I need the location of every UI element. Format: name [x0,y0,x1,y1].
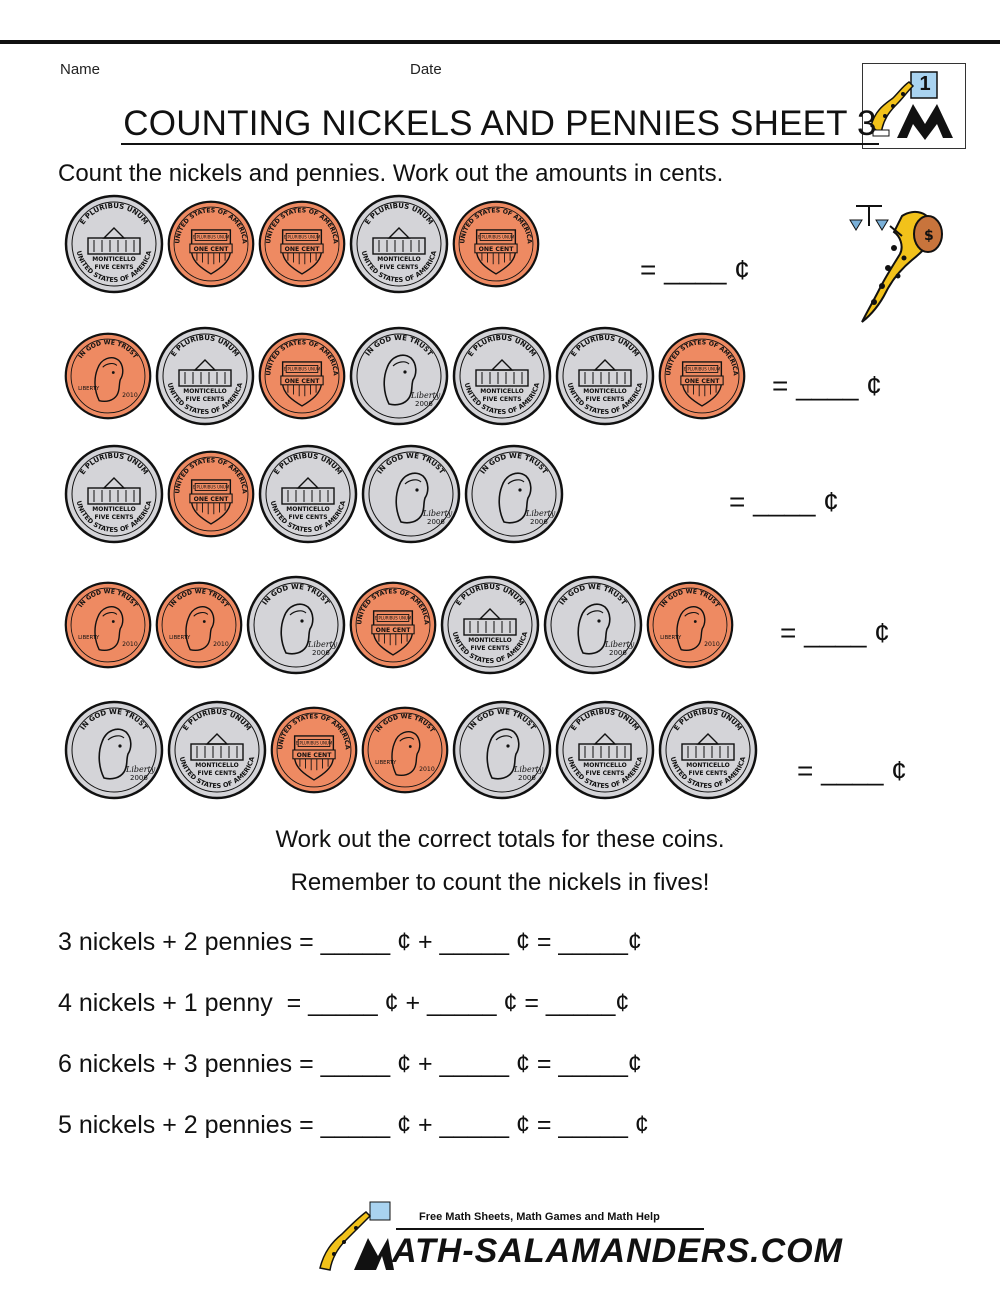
svg-text:IN GOD WE TRUST: IN GOD WE TRUST [557,582,629,607]
svg-text:UNITED STATES OF AMERICA: UNITED STATES OF AMERICA [450,630,530,666]
title-text: COUNTING NICKELS AND PENNIES SHEET 3 [123,104,877,143]
svg-text:IN GOD WE TRUST: IN GOD WE TRUST [659,588,721,609]
svg-text:2006: 2006 [609,649,627,657]
svg-text:Liberty: Liberty [308,640,338,649]
svg-text:E PLURIBUS UNUM: E PLURIBUS UNUM [169,333,241,359]
footer-salamander-icon [314,1198,394,1274]
instruction-text: Count the nickels and pennies. Work out the amounts in cents. [58,160,724,187]
nickel-tails-icon [440,575,540,675]
coin-nickel [64,444,164,544]
svg-text:E PLURIBUS UNUM: E PLURIBUS UNUM [477,234,515,240]
nickel-heads-icon [349,326,449,426]
nickel-heads-icon [464,444,564,544]
svg-text:FIVE CENTS: FIVE CENTS [470,645,510,652]
svg-text:MONTICELLO: MONTICELLO [686,762,730,769]
coin-penny [167,200,255,288]
penny-tails-icon [452,200,540,288]
penny-tails-icon [658,332,746,420]
svg-text:E PLURIBUS UNUM: E PLURIBUS UNUM [283,366,321,372]
svg-text:ONE CENT: ONE CENT [296,752,332,760]
svg-text:UNITED STATES OF AMERICA: UNITED STATES OF AMERICA [459,207,533,244]
penny-tails-icon [167,450,255,538]
svg-text:MONTICELLO: MONTICELLO [183,388,227,395]
svg-text:2010: 2010 [704,641,720,649]
svg-text:E PLURIBUS UNUM: E PLURIBUS UNUM [295,740,333,746]
penny-tails-icon [349,581,437,669]
svg-text:UNITED STATES OF AMERICA: UNITED STATES OF AMERICA [665,339,739,376]
svg-text:E PLURIBUS UNUM: E PLURIBUS UNUM [78,451,150,477]
svg-text:2006: 2006 [312,649,330,657]
coin-nickel [543,575,643,675]
coin-nickel [64,194,164,294]
svg-text:E PLURIBUS UNUM: E PLURIBUS UNUM [181,707,253,733]
svg-text:E PLURIBUS UNUM: E PLURIBUS UNUM [192,484,230,490]
coin-penny [64,581,152,669]
svg-text:FIVE CENTS: FIVE CENTS [688,770,728,777]
answer-row-4[interactable]: = ____ ¢ [780,617,890,648]
coin-nickel [555,326,655,426]
coin-nickel [361,444,461,544]
name-label: Name [60,61,101,78]
svg-text:IN GOD WE TRUST: IN GOD WE TRUST [375,451,447,476]
svg-text:MONTICELLO: MONTICELLO [583,762,627,769]
answer-row-2[interactable]: = ____ ¢ [772,370,882,401]
answer-row-3[interactable]: = ____ ¢ [729,486,839,517]
coin-nickel [555,700,655,800]
coin-nickel [64,700,164,800]
svg-text:ONE CENT: ONE CENT [193,496,229,504]
svg-text:MONTICELLO: MONTICELLO [468,637,512,644]
coin-penny [167,450,255,538]
svg-text:UNITED STATES OF AMERICA: UNITED STATES OF AMERICA [174,457,248,494]
svg-text:ONE CENT: ONE CENT [684,378,720,386]
svg-text:UNITED STATES OF AMERICA: UNITED STATES OF AMERICA [265,339,339,376]
svg-text:IN GOD WE TRUST: IN GOD WE TRUST [77,588,139,609]
svg-text:ONE CENT: ONE CENT [478,246,514,254]
date-label: Date [410,61,442,78]
svg-text:E PLURIBUS UNUM: E PLURIBUS UNUM [569,707,641,733]
svg-text:Liberty: Liberty [514,765,544,774]
coin-penny [270,706,358,794]
svg-text:2006: 2006 [427,518,445,526]
coin-penny [349,581,437,669]
svg-text:FIVE CENTS: FIVE CENTS [94,514,134,521]
svg-text:E PLURIBUS UNUM: E PLURIBUS UNUM [454,582,526,608]
svg-text:IN GOD WE TRUST: IN GOD WE TRUST [78,707,150,732]
svg-text:E PLURIBUS UNUM: E PLURIBUS UNUM [363,201,435,227]
answer-row-5[interactable]: = ____ ¢ [797,755,907,786]
svg-text:Liberty: Liberty [423,509,453,518]
svg-text:UNITED STATES OF AMERICA: UNITED STATES OF AMERICA [277,713,351,750]
svg-text:LIBERTY: LIBERTY [660,635,682,642]
svg-text:UNITED STATES OF AMERICA: UNITED STATES OF AMERICA [462,381,542,417]
coin-nickel [440,575,540,675]
svg-text:MONTICELLO: MONTICELLO [92,506,136,513]
penny-heads-icon [646,581,734,669]
svg-text:$: $ [924,228,934,244]
svg-text:MONTICELLO: MONTICELLO [583,388,627,395]
svg-text:2006: 2006 [518,774,536,782]
svg-text:LIBERTY: LIBERTY [78,386,100,393]
svg-text:UNITED STATES OF AMERICA: UNITED STATES OF AMERICA [668,755,748,791]
svg-text:Liberty: Liberty [605,640,635,649]
svg-text:UNITED STATES OF AMERICA: UNITED STATES OF AMERICA [174,207,248,244]
svg-text:MONTICELLO: MONTICELLO [195,762,239,769]
top-rule [0,40,1000,44]
svg-text:E PLURIBUS UNUM: E PLURIBUS UNUM [569,333,641,359]
coin-nickel [155,326,255,426]
svg-text:UNITED STATES OF AMERICA: UNITED STATES OF AMERICA [265,207,339,244]
coin-row-3 [64,444,567,544]
coin-nickel [349,194,449,294]
svg-text:UNITED STATES OF AMERICA: UNITED STATES OF AMERICA [74,249,154,285]
svg-text:E PLURIBUS UNUM: E PLURIBUS UNUM [466,333,538,359]
svg-text:E PLURIBUS UNUM: E PLURIBUS UNUM [192,234,230,240]
svg-text:FIVE CENTS: FIVE CENTS [94,264,134,271]
coin-nickel [452,326,552,426]
svg-text:2010: 2010 [122,392,138,400]
coin-row-5 [64,700,761,800]
svg-text:FIVE CENTS: FIVE CENTS [585,396,625,403]
penny-tails-icon [167,200,255,288]
svg-text:FIVE CENTS: FIVE CENTS [482,396,522,403]
svg-text:2006: 2006 [415,400,433,408]
svg-text:2006: 2006 [530,518,548,526]
nickel-tails-icon [658,700,758,800]
section2-line2: Remember to count the nickels in fives! [290,869,710,896]
nickel-heads-icon [543,575,643,675]
coin-penny [258,332,346,420]
svg-text:MONTICELLO: MONTICELLO [377,256,421,263]
coin-nickel [167,700,267,800]
nickel-tails-icon [555,700,655,800]
svg-text:IN GOD WE TRUST: IN GOD WE TRUST [260,582,332,607]
svg-text:UNITED STATES OF AMERICA: UNITED STATES OF AMERICA [356,588,430,625]
penny-tails-icon [270,706,358,794]
svg-text:IN GOD WE TRUST: IN GOD WE TRUST [478,451,550,476]
nickel-heads-icon [64,700,164,800]
coin-penny [258,200,346,288]
svg-text:ONE CENT: ONE CENT [193,246,229,254]
svg-text:ONE CENT: ONE CENT [284,246,320,254]
svg-text:IN GOD WE TRUST: IN GOD WE TRUST [466,707,538,732]
svg-text:FIVE CENTS: FIVE CENTS [197,770,237,777]
coin-nickel [258,444,358,544]
svg-text:E PLURIBUS UNUM: E PLURIBUS UNUM [374,615,412,621]
nickel-tails-icon [155,326,255,426]
salamander-mascot-icon [842,196,962,330]
svg-text:MONTICELLO: MONTICELLO [92,256,136,263]
svg-text:UNITED STATES OF AMERICA: UNITED STATES OF AMERICA [165,381,245,417]
footer-brand[interactable]: ATH-SALAMANDERS.COM [392,1232,843,1270]
coin-penny [646,581,734,669]
coin-nickel [349,326,449,426]
svg-text:2010: 2010 [213,641,229,649]
svg-text:IN GOD WE TRUST: IN GOD WE TRUST [77,339,139,360]
coin-penny [155,581,243,669]
svg-text:UNITED STATES OF AMERICA: UNITED STATES OF AMERICA [359,249,439,285]
nickel-tails-icon [349,194,449,294]
svg-text:LIBERTY: LIBERTY [375,760,397,767]
coin-penny [452,200,540,288]
footer-rule [396,1228,704,1230]
svg-text:LIBERTY: LIBERTY [78,635,100,642]
svg-text:2010: 2010 [122,641,138,649]
problem-4[interactable]: 5 nickels + 2 pennies = _____ ¢ + _____ ¢ = _____ ¢ [58,1111,649,1139]
nickel-tails-icon [64,194,164,294]
coin-penny [658,332,746,420]
nickel-tails-icon [555,326,655,426]
nickel-tails-icon [167,700,267,800]
problem-1[interactable]: 3 nickels + 2 pennies = _____ ¢ + _____ ¢ = _____¢ [58,928,642,956]
worksheet-title [0,104,1000,144]
svg-text:Liberty: Liberty [126,765,156,774]
penny-heads-icon [155,581,243,669]
problem-2[interactable]: 4 nickels + 1 penny = _____ ¢ + _____ ¢ = _____¢ [58,989,630,1017]
coin-nickel [246,575,346,675]
nickel-tails-icon [64,444,164,544]
nickel-heads-icon [452,700,552,800]
svg-text:MONTICELLO: MONTICELLO [286,506,330,513]
svg-text:2010: 2010 [419,766,435,774]
coin-row-2 [64,326,749,426]
svg-text:E PLURIBUS UNUM: E PLURIBUS UNUM [683,366,721,372]
svg-text:MONTICELLO: MONTICELLO [480,388,524,395]
coin-row-4 [64,575,737,675]
svg-text:UNITED STATES OF AMERICA: UNITED STATES OF AMERICA [74,499,154,535]
coin-penny [361,706,449,794]
grade-number: 1 [919,73,931,95]
svg-text:ONE CENT: ONE CENT [375,627,411,635]
svg-text:FIVE CENTS: FIVE CENTS [585,770,625,777]
penny-tails-icon [258,332,346,420]
coin-nickel [464,444,564,544]
penny-heads-icon [64,581,152,669]
svg-text:IN GOD WE TRUST: IN GOD WE TRUST [363,333,435,358]
nickel-tails-icon [452,326,552,426]
svg-text:IN GOD WE TRUST: IN GOD WE TRUST [168,588,230,609]
nickel-tails-icon [258,444,358,544]
footer-tagline: Free Math Sheets, Math Games and Math Help [419,1211,660,1223]
svg-text:UNITED STATES OF AMERICA: UNITED STATES OF AMERICA [565,381,645,417]
svg-text:LIBERTY: LIBERTY [169,635,191,642]
svg-text:FIVE CENTS: FIVE CENTS [288,514,328,521]
svg-text:E PLURIBUS UNUM: E PLURIBUS UNUM [672,707,744,733]
svg-text:ONE CENT: ONE CENT [284,378,320,386]
coin-penny [64,332,152,420]
svg-text:UNITED STATES OF AMERICA: UNITED STATES OF AMERICA [565,755,645,791]
coin-row-1 [64,194,543,294]
nickel-heads-icon [361,444,461,544]
nickel-heads-icon [246,575,346,675]
answer-row-1[interactable]: = ____ ¢ [640,254,750,285]
svg-text:Liberty: Liberty [526,509,556,518]
svg-text:UNITED STATES OF AMERICA: UNITED STATES OF AMERICA [177,755,257,791]
penny-heads-icon [64,332,152,420]
coin-nickel [658,700,758,800]
penny-heads-icon [361,706,449,794]
svg-text:FIVE CENTS: FIVE CENTS [185,396,225,403]
section2-line1: Work out the correct totals for these coins. [275,826,725,853]
svg-text:IN GOD WE TRUST: IN GOD WE TRUST [374,713,436,734]
svg-text:E PLURIBUS UNUM: E PLURIBUS UNUM [283,234,321,240]
svg-text:FIVE CENTS: FIVE CENTS [379,264,419,271]
svg-text:2006: 2006 [130,774,148,782]
svg-text:E PLURIBUS UNUM: E PLURIBUS UNUM [272,451,344,477]
problem-3[interactable]: 6 nickels + 3 pennies = _____ ¢ + _____ ¢ = _____¢ [58,1050,642,1078]
penny-tails-icon [258,200,346,288]
svg-text:E PLURIBUS UNUM: E PLURIBUS UNUM [78,201,150,227]
svg-text:UNITED STATES OF AMERICA: UNITED STATES OF AMERICA [268,499,348,535]
svg-text:Liberty: Liberty [411,391,441,400]
coin-nickel [452,700,552,800]
